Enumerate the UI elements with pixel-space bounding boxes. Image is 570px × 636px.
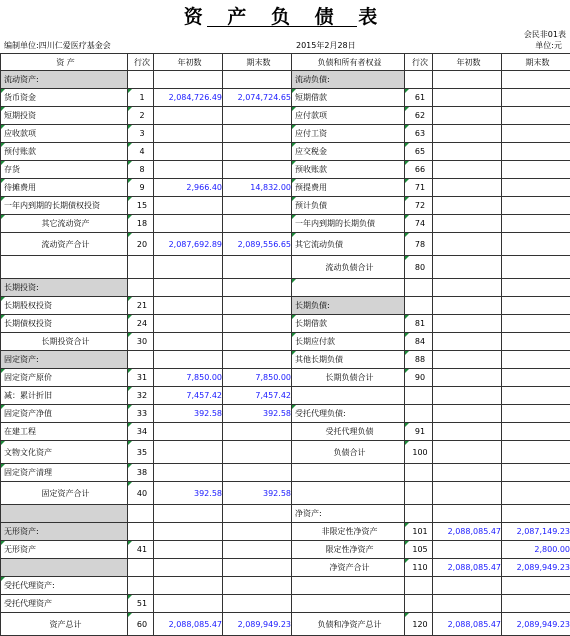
liability-begin-cell [433, 333, 502, 351]
liability-label-cell: 一年内到期的长期负债 [292, 215, 405, 233]
liability-begin-cell [433, 541, 502, 559]
liability-begin-cell [433, 369, 502, 387]
asset-begin-cell [154, 351, 223, 369]
asset-line-cell: 38 [128, 464, 154, 482]
liability-line-cell [405, 71, 433, 89]
liability-begin-cell [433, 107, 502, 125]
liability-label-cell: 应付工资 [292, 125, 405, 143]
asset-label-cell: 存货 [1, 161, 128, 179]
liability-begin-cell [433, 315, 502, 333]
liability-label-cell [292, 577, 405, 595]
asset-line-cell [128, 523, 154, 541]
table-row [1, 333, 570, 351]
liability-end-cell [502, 423, 570, 441]
liability-end-cell [502, 595, 570, 613]
liability-line-cell: 65 [405, 143, 433, 161]
liability-label-cell: 长期负债: [292, 297, 405, 315]
asset-end-cell [223, 71, 292, 89]
asset-label-cell: 减：累计折旧 [1, 387, 128, 405]
liability-end-cell [502, 369, 570, 387]
liability-begin-cell [433, 215, 502, 233]
liability-end-cell [502, 577, 570, 595]
asset-label-cell: 受托代理资产 [1, 595, 128, 613]
asset-begin-cell [154, 505, 223, 523]
asset-begin-cell [154, 107, 223, 125]
asset-label-cell: 固定资产净值 [1, 405, 128, 423]
asset-end-cell [223, 523, 292, 541]
table-row [1, 595, 570, 613]
asset-end-cell [223, 333, 292, 351]
liability-label-cell [292, 464, 405, 482]
asset-end-cell [223, 423, 292, 441]
liability-begin-cell [433, 179, 502, 197]
asset-label-cell: 其它流动资产 [1, 215, 128, 233]
asset-end-cell [223, 315, 292, 333]
asset-end-cell [223, 351, 292, 369]
liability-label-cell: 负债合计 [292, 441, 405, 464]
liability-end-cell [502, 441, 570, 464]
liability-line-cell: 120 [405, 613, 433, 636]
table-row [1, 215, 570, 233]
liability-begin-cell [433, 505, 502, 523]
asset-begin-cell [154, 279, 223, 297]
asset-line-cell: 24 [128, 315, 154, 333]
asset-begin-cell [154, 71, 223, 89]
asset-begin-cell [154, 595, 223, 613]
asset-label-cell: 流动资产合计 [1, 233, 128, 256]
header-asset: 资 产 [1, 54, 128, 71]
asset-line-cell: 3 [128, 125, 154, 143]
liability-end-cell: 2,089,949.23 [502, 559, 570, 577]
title-underline [207, 26, 357, 27]
liability-label-cell [292, 279, 405, 297]
asset-line-cell: 30 [128, 333, 154, 351]
liability-begin-cell [433, 595, 502, 613]
asset-end-cell [223, 441, 292, 464]
liability-begin-cell [433, 143, 502, 161]
liability-end-cell [502, 279, 570, 297]
asset-line-cell [128, 71, 154, 89]
asset-label-cell: 预付账款 [1, 143, 128, 161]
header-line: 行次 [128, 54, 154, 71]
asset-begin-cell [154, 464, 223, 482]
asset-begin-cell [154, 256, 223, 279]
asset-label-cell: 应收款项 [1, 125, 128, 143]
asset-line-cell: 60 [128, 613, 154, 636]
asset-line-cell: 18 [128, 215, 154, 233]
liability-line-cell [405, 297, 433, 315]
liability-begin-cell [433, 577, 502, 595]
asset-label-cell [1, 505, 128, 523]
asset-end-cell [223, 256, 292, 279]
liability-end-cell [502, 482, 570, 505]
liability-label-cell: 非限定性净资产 [292, 523, 405, 541]
asset-begin-cell [154, 297, 223, 315]
liability-begin-cell [433, 89, 502, 107]
asset-end-cell: 2,074,724.65 [223, 89, 292, 107]
asset-begin-cell: 2,084,726.49 [154, 89, 223, 107]
asset-line-cell: 40 [128, 482, 154, 505]
asset-end-cell [223, 279, 292, 297]
liability-line-cell: 88 [405, 351, 433, 369]
header-line: 行次 [405, 54, 433, 71]
asset-end-cell [223, 541, 292, 559]
liability-label-cell: 限定性净资产 [292, 541, 405, 559]
liability-begin-cell [433, 71, 502, 89]
liability-end-cell [502, 387, 570, 405]
asset-end-cell [223, 464, 292, 482]
asset-end-cell [223, 197, 292, 215]
table-row [1, 107, 570, 125]
asset-label-cell: 受托代理资产: [1, 577, 128, 595]
table-row [1, 464, 570, 482]
liability-line-cell: 63 [405, 125, 433, 143]
liability-line-cell [405, 279, 433, 297]
report-date: 2015年2月28日 [296, 40, 356, 51]
liability-end-cell: 2,089,949.23 [502, 613, 570, 636]
asset-begin-cell: 392.58 [154, 405, 223, 423]
liability-label-cell: 受托代理负债: [292, 405, 405, 423]
asset-begin-cell [154, 577, 223, 595]
asset-begin-cell [154, 423, 223, 441]
table-row [1, 315, 570, 333]
liability-label-cell [292, 595, 405, 613]
liability-label-cell: 长期借款 [292, 315, 405, 333]
liability-begin-cell [433, 351, 502, 369]
asset-begin-cell [154, 161, 223, 179]
asset-begin-cell [154, 125, 223, 143]
asset-line-cell: 2 [128, 107, 154, 125]
liability-begin-cell [433, 233, 502, 256]
asset-end-cell [223, 297, 292, 315]
asset-label-cell [1, 559, 128, 577]
table-row [1, 161, 570, 179]
liability-line-cell: 81 [405, 315, 433, 333]
liability-label-cell: 受托代理负债 [292, 423, 405, 441]
liability-end-cell [502, 297, 570, 315]
liability-label-cell: 预计负债 [292, 197, 405, 215]
liability-label-cell: 负债和净资产总计 [292, 613, 405, 636]
asset-end-cell [223, 107, 292, 125]
header-begin: 年初数 [433, 54, 502, 71]
liability-begin-cell [433, 161, 502, 179]
asset-line-cell: 8 [128, 161, 154, 179]
liability-label-cell: 应付款项 [292, 107, 405, 125]
table-row [1, 541, 570, 559]
liability-end-cell [502, 89, 570, 107]
table-row [1, 71, 570, 89]
liability-line-cell [405, 482, 433, 505]
asset-label-cell: 资产总计 [1, 613, 128, 636]
form-number: 会民非01表 [524, 29, 566, 40]
header-end: 期末数 [223, 54, 292, 71]
report-title: 资 产 负 债 表 [0, 2, 570, 29]
table-row [1, 369, 570, 387]
liability-label-cell: 长期负债合计 [292, 369, 405, 387]
liability-label-cell: 流动负债合计 [292, 256, 405, 279]
liability-begin-cell: 2,088,085.47 [433, 559, 502, 577]
asset-line-cell [128, 256, 154, 279]
liability-end-cell [502, 197, 570, 215]
table-row [1, 387, 570, 405]
asset-line-cell: 51 [128, 595, 154, 613]
asset-end-cell: 392.58 [223, 405, 292, 423]
liability-begin-cell [433, 125, 502, 143]
liability-begin-cell [433, 482, 502, 505]
asset-begin-cell [154, 143, 223, 161]
asset-label-cell: 固定资产: [1, 351, 128, 369]
asset-begin-cell: 7,850.00 [154, 369, 223, 387]
liability-begin-cell [433, 279, 502, 297]
asset-begin-cell [154, 315, 223, 333]
table-row [1, 197, 570, 215]
liability-begin-cell [433, 256, 502, 279]
balance-sheet-table [0, 53, 570, 636]
liability-label-cell [292, 387, 405, 405]
header-end: 期末数 [502, 54, 570, 71]
liability-label-cell: 流动负债: [292, 71, 405, 89]
asset-line-cell [128, 351, 154, 369]
table-row [1, 405, 570, 423]
asset-end-cell: 14,832.00 [223, 179, 292, 197]
asset-label-cell: 长期投资: [1, 279, 128, 297]
table-row [1, 613, 570, 636]
liability-begin-cell [433, 297, 502, 315]
header-liability: 负债和所有者权益 [292, 54, 405, 71]
asset-label-cell: 在建工程 [1, 423, 128, 441]
asset-label-cell: 一年内到期的长期债权投资 [1, 197, 128, 215]
asset-begin-cell: 2,087,692.89 [154, 233, 223, 256]
liability-end-cell [502, 464, 570, 482]
liability-end-cell [502, 179, 570, 197]
liability-line-cell [405, 387, 433, 405]
liability-line-cell [405, 405, 433, 423]
liability-begin-cell [433, 441, 502, 464]
liability-label-cell: 长期应付款 [292, 333, 405, 351]
liability-line-cell: 74 [405, 215, 433, 233]
asset-line-cell: 4 [128, 143, 154, 161]
liability-line-cell [405, 577, 433, 595]
liability-end-cell [502, 351, 570, 369]
table-row [1, 423, 570, 441]
asset-line-cell: 31 [128, 369, 154, 387]
liability-end-cell [502, 333, 570, 351]
liability-end-cell [502, 315, 570, 333]
asset-begin-cell: 7,457.42 [154, 387, 223, 405]
liability-end-cell [502, 71, 570, 89]
asset-begin-cell [154, 215, 223, 233]
liability-line-cell: 101 [405, 523, 433, 541]
liability-line-cell [405, 505, 433, 523]
asset-line-cell: 32 [128, 387, 154, 405]
liability-end-cell [502, 215, 570, 233]
asset-label-cell: 短期投资 [1, 107, 128, 125]
liability-begin-cell [433, 405, 502, 423]
asset-label-cell: 固定资产原价 [1, 369, 128, 387]
liability-line-cell: 91 [405, 423, 433, 441]
liability-label-cell: 净资产合计 [292, 559, 405, 577]
asset-line-cell: 33 [128, 405, 154, 423]
asset-end-cell: 392.58 [223, 482, 292, 505]
asset-end-cell [223, 559, 292, 577]
asset-line-cell [128, 279, 154, 297]
table-row [1, 279, 570, 297]
table-row [1, 89, 570, 107]
liability-line-cell: 62 [405, 107, 433, 125]
asset-begin-cell [154, 197, 223, 215]
asset-begin-cell [154, 523, 223, 541]
liability-begin-cell [433, 387, 502, 405]
asset-end-cell: 7,457.42 [223, 387, 292, 405]
asset-end-cell [223, 215, 292, 233]
asset-end-cell [223, 577, 292, 595]
liability-line-cell: 66 [405, 161, 433, 179]
asset-label-cell: 无形资产: [1, 523, 128, 541]
liability-label-cell: 应交税金 [292, 143, 405, 161]
asset-line-cell: 41 [128, 541, 154, 559]
liability-line-cell [405, 464, 433, 482]
liability-end-cell [502, 161, 570, 179]
asset-label-cell: 长期债权投资 [1, 315, 128, 333]
header-row [1, 54, 570, 71]
asset-begin-cell [154, 559, 223, 577]
asset-label-cell: 长期投资合计 [1, 333, 128, 351]
asset-label-cell: 流动资产: [1, 71, 128, 89]
table-row [1, 297, 570, 315]
liability-end-cell [502, 125, 570, 143]
asset-line-cell [128, 559, 154, 577]
asset-end-cell [223, 505, 292, 523]
asset-begin-cell [154, 541, 223, 559]
liability-begin-cell [433, 464, 502, 482]
liability-label-cell: 短期借款 [292, 89, 405, 107]
asset-line-cell: 9 [128, 179, 154, 197]
asset-begin-cell [154, 441, 223, 464]
liability-line-cell: 71 [405, 179, 433, 197]
liability-begin-cell [433, 423, 502, 441]
liability-line-cell: 72 [405, 197, 433, 215]
liability-begin-cell [433, 197, 502, 215]
liability-end-cell [502, 233, 570, 256]
liability-line-cell: 80 [405, 256, 433, 279]
liability-label-cell: 预提费用 [292, 179, 405, 197]
asset-label-cell [1, 256, 128, 279]
asset-label-cell: 长期股权投资 [1, 297, 128, 315]
table-row [1, 125, 570, 143]
header-begin: 年初数 [154, 54, 223, 71]
liability-line-cell: 105 [405, 541, 433, 559]
liability-label-cell: 其他长期负债 [292, 351, 405, 369]
table-row [1, 256, 570, 279]
asset-end-cell: 7,850.00 [223, 369, 292, 387]
asset-end-cell: 2,089,949.23 [223, 613, 292, 636]
liability-label-cell: 其它流动负债 [292, 233, 405, 256]
liability-end-cell: 2,800.00 [502, 541, 570, 559]
asset-line-cell: 20 [128, 233, 154, 256]
table-row [1, 233, 570, 256]
asset-begin-cell: 2,966.40 [154, 179, 223, 197]
liability-line-cell [405, 595, 433, 613]
table-row [1, 523, 570, 541]
table-row [1, 143, 570, 161]
asset-end-cell [223, 161, 292, 179]
asset-label-cell: 待摊费用 [1, 179, 128, 197]
liability-line-cell: 110 [405, 559, 433, 577]
asset-label-cell: 文物文化资产 [1, 441, 128, 464]
asset-label-cell: 固定资产合计 [1, 482, 128, 505]
asset-begin-cell: 392.58 [154, 482, 223, 505]
asset-begin-cell: 2,088,085.47 [154, 613, 223, 636]
liability-label-cell: 净资产: [292, 505, 405, 523]
liability-end-cell [502, 405, 570, 423]
organization: 编制单位:四川仁爱医疗基金会 [4, 40, 111, 51]
table-row [1, 482, 570, 505]
liability-end-cell [502, 505, 570, 523]
table-row [1, 577, 570, 595]
asset-label-cell: 货币资金 [1, 89, 128, 107]
liability-end-cell [502, 256, 570, 279]
asset-line-cell: 1 [128, 89, 154, 107]
liability-line-cell: 90 [405, 369, 433, 387]
table-row [1, 505, 570, 523]
asset-end-cell [223, 125, 292, 143]
liability-begin-cell: 2,088,085.47 [433, 613, 502, 636]
asset-label-cell: 无形资产 [1, 541, 128, 559]
liability-line-cell: 61 [405, 89, 433, 107]
liability-begin-cell: 2,088,085.47 [433, 523, 502, 541]
table-row [1, 351, 570, 369]
liability-line-cell: 84 [405, 333, 433, 351]
table-row [1, 441, 570, 464]
asset-line-cell: 21 [128, 297, 154, 315]
liability-line-cell: 100 [405, 441, 433, 464]
asset-label-cell: 固定资产清理 [1, 464, 128, 482]
asset-line-cell [128, 577, 154, 595]
liability-end-cell [502, 143, 570, 161]
table-row [1, 179, 570, 197]
liability-label-cell: 预收账款 [292, 161, 405, 179]
asset-end-cell [223, 143, 292, 161]
asset-begin-cell [154, 333, 223, 351]
asset-end-cell: 2,089,556.65 [223, 233, 292, 256]
asset-line-cell: 15 [128, 197, 154, 215]
liability-end-cell: 2,087,149.23 [502, 523, 570, 541]
asset-line-cell [128, 505, 154, 523]
liability-end-cell [502, 107, 570, 125]
asset-line-cell: 35 [128, 441, 154, 464]
liability-line-cell: 78 [405, 233, 433, 256]
asset-end-cell [223, 595, 292, 613]
asset-line-cell: 34 [128, 423, 154, 441]
unit-label: 单位:元 [535, 40, 562, 51]
liability-label-cell [292, 482, 405, 505]
table-row [1, 559, 570, 577]
